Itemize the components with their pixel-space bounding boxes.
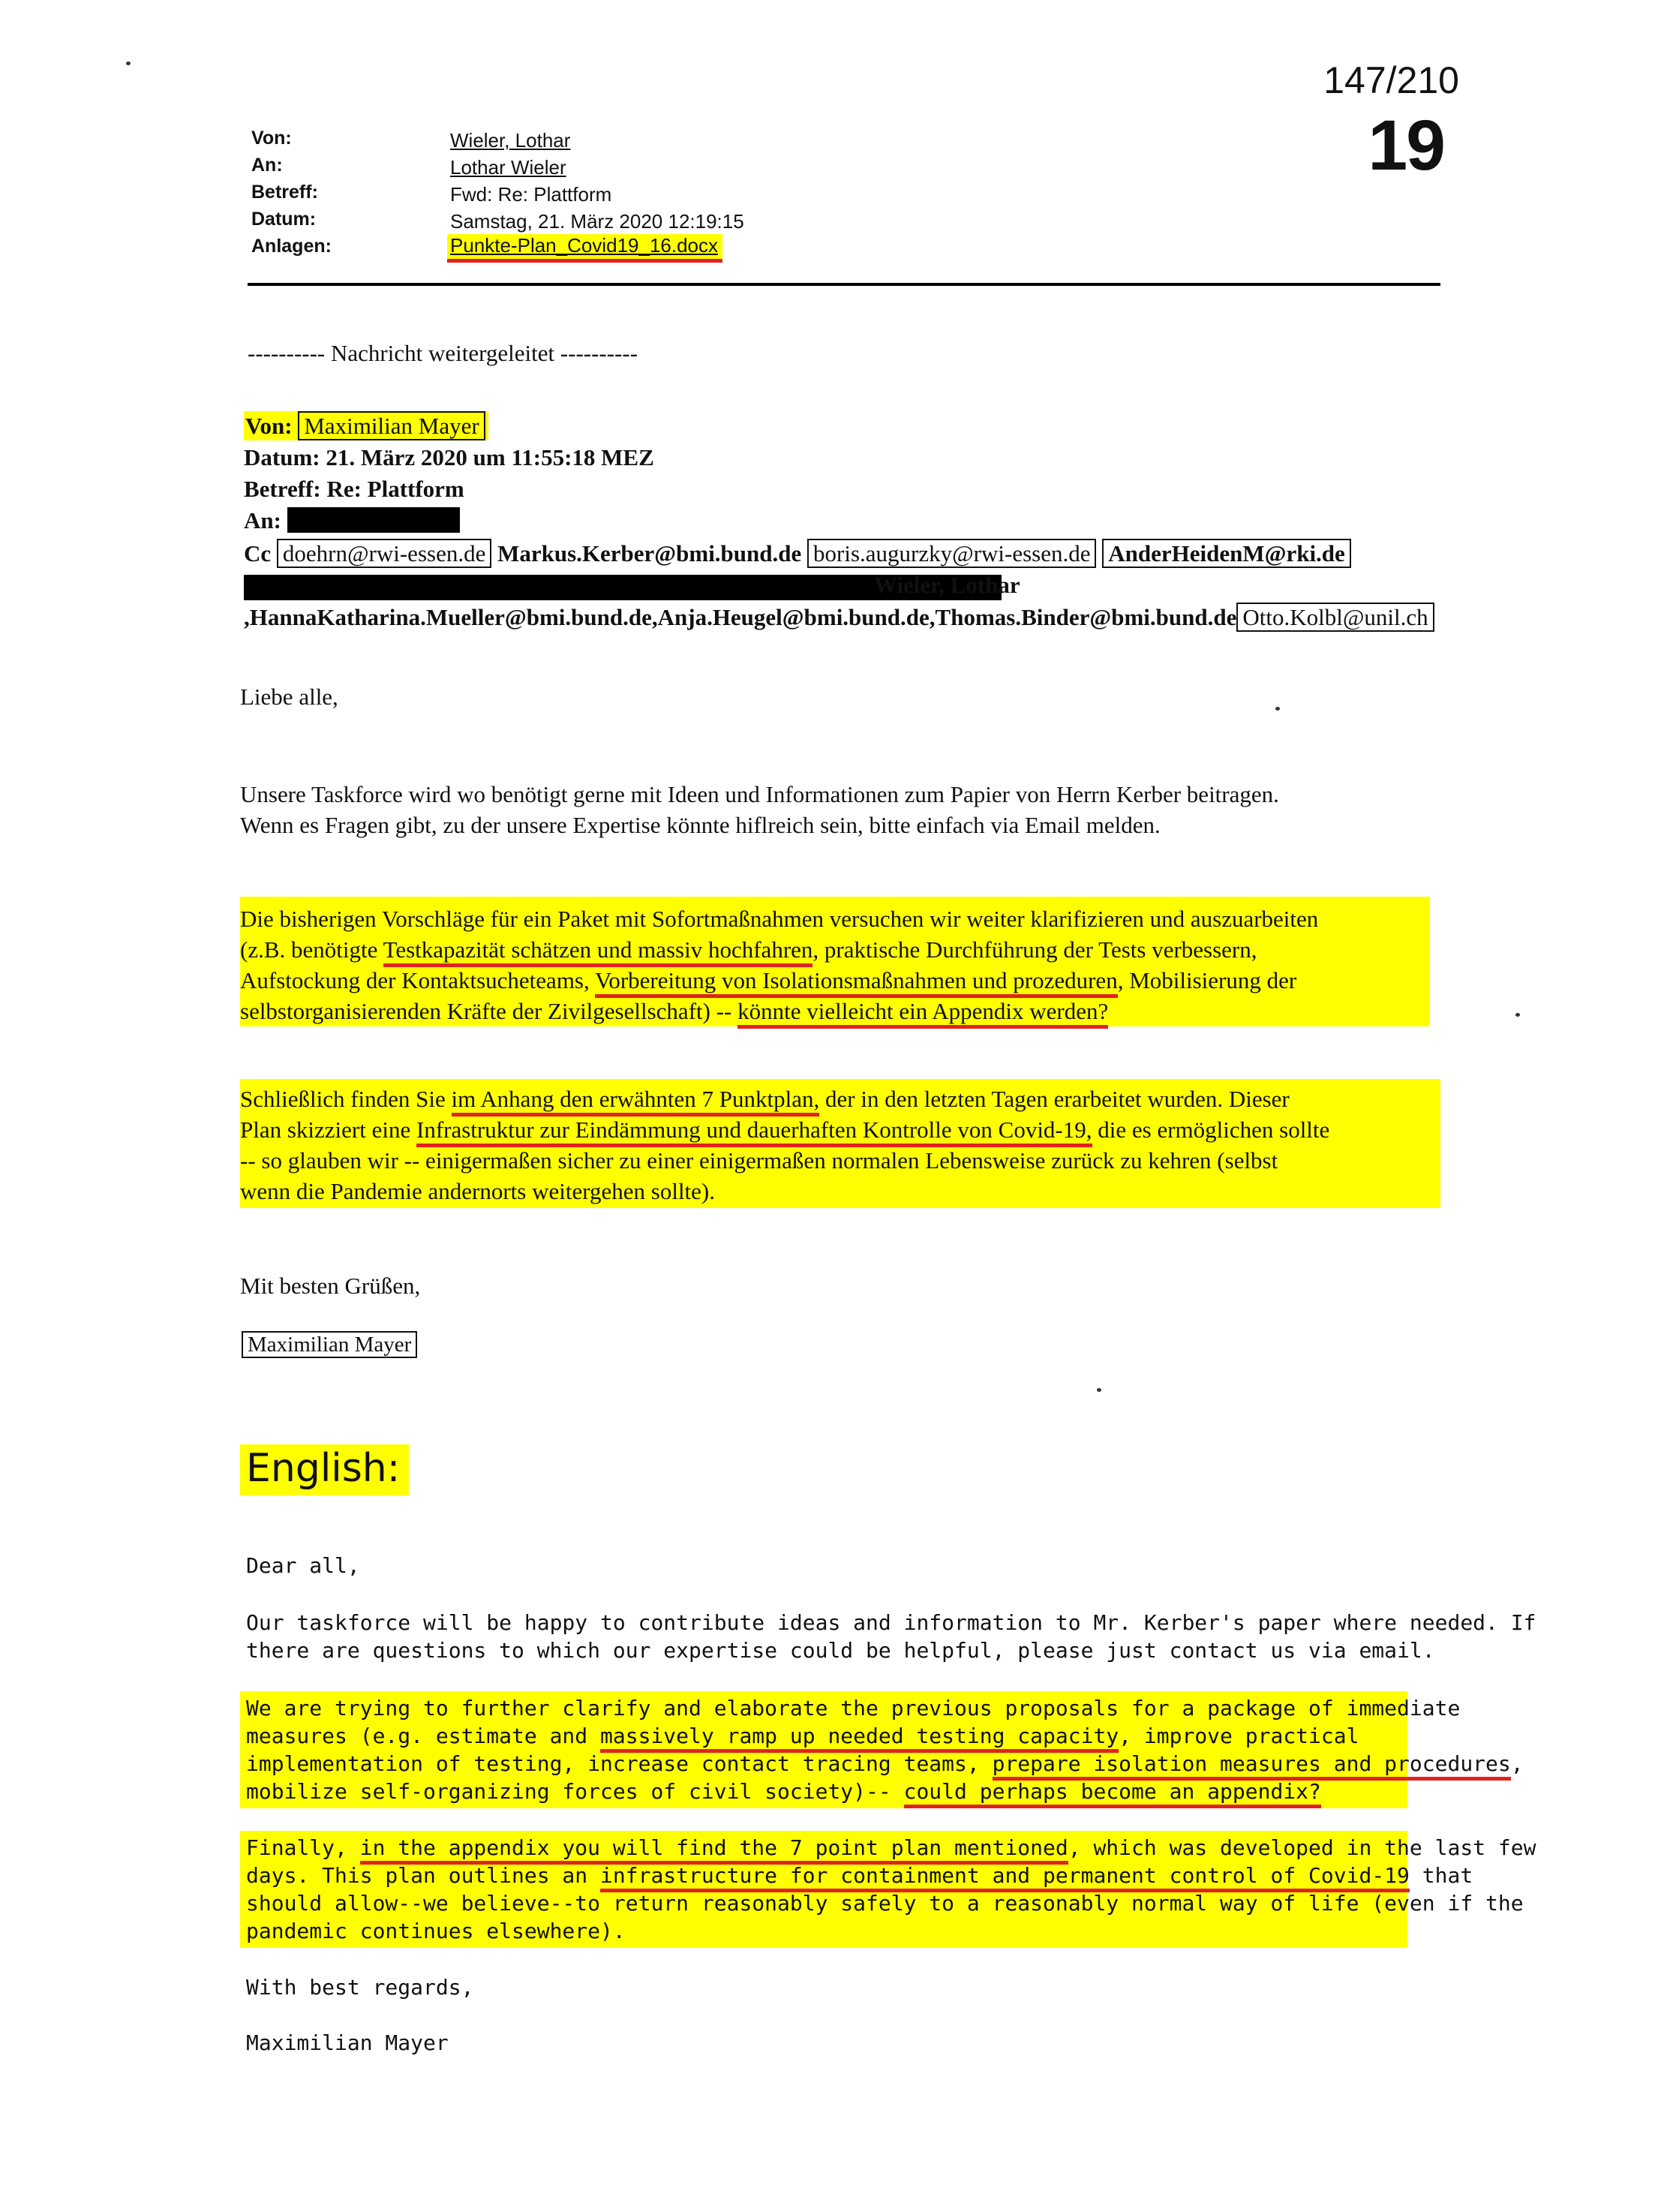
underlined-phrase: Infrastruktur zur Eindämmung und dauerhaften Kontrolle von Covid-19, (416, 1117, 1092, 1147)
text-run: that (1409, 1863, 1473, 1888)
english-p3-line (246, 1834, 1536, 1862)
german-p2-line (240, 934, 1257, 965)
english-section-label: English: (240, 1444, 409, 1495)
text-run: die es ermöglichen sollte (1092, 1117, 1330, 1143)
header-date-value: Samstag, 21. März 2020 12:19:15 (450, 210, 744, 233)
scan-speck (1097, 1388, 1101, 1392)
header-subject-value: Fwd: Re: Plattform (450, 183, 612, 206)
header-divider (248, 283, 1440, 286)
german-p1-line: Unsere Taskforce wird wo benötigt gerne mit Ideen und Informationen zum Papier von Herrn Kerber beitragen. (240, 781, 1279, 807)
english-p3-line: pandemic continues elsewhere). (246, 1919, 626, 1943)
page-number: 147/210 (1323, 59, 1459, 101)
fwd-subject-row (244, 476, 464, 503)
fwd-to-row (244, 507, 460, 534)
fwd-date-row (244, 444, 654, 471)
text-run: Finally, (246, 1835, 360, 1860)
fwd-subject-value: Re: Plattform (326, 476, 464, 502)
cc-email: doehrn@rwi-essen.de (277, 539, 491, 568)
cc-email: AnderHeidenM@rki.de (1102, 539, 1351, 568)
document-number: 19 (1368, 106, 1444, 185)
underlined-phrase: infrastructure for containment and permanent control of Covid-19 (600, 1863, 1410, 1892)
german-p3-line: -- so glauben wir -- einigermaßen sicher zu einer einigermaßen normalen Lebensweise zurück zu kehren (selbst (240, 1147, 1278, 1174)
text-run: days. This plan outlines an (246, 1863, 601, 1888)
underlined-phrase: could perhaps become an appendix? (904, 1779, 1321, 1808)
text-run: measures (e.g. estimate and (246, 1724, 601, 1748)
underlined-phrase: im Anhang den erwähnten 7 Punktplan, (452, 1086, 820, 1117)
german-p2-line: Die bisherigen Vorschläge für ein Paket mit Sofortmaßnahmen versuchen wir weiter klarifizieren und auszuarbeiten (240, 906, 1319, 932)
text-run: (z.B. benötigte (240, 936, 383, 963)
english-p1-line: Our taskforce will be happy to contribute ideas and information to Mr. Kerber's paper where needed. If (246, 1610, 1536, 1635)
text-run: , improve practical (1119, 1724, 1359, 1748)
header-from-label: Von: (251, 128, 292, 149)
forwarded-note: ---------- Nachricht weitergeleitet ---------- (248, 340, 638, 366)
underlined-phrase: Testkapazität schätzen und massiv hochfahren (383, 936, 813, 967)
text-run: , praktische Durchführung der Tests verbessern, (812, 936, 1257, 963)
german-signature-row (242, 1330, 417, 1360)
text-run: der in den letzten Tagen erarbeitet wurden. Dieser (819, 1086, 1290, 1112)
text-run: implementation of testing, increase contact tracing teams, (246, 1751, 993, 1776)
german-p2-line (240, 996, 1108, 1026)
text-run: , Mobilisierung der (1117, 967, 1297, 993)
fwd-to-label: An: (244, 507, 281, 533)
german-p1-line: Wenn es Fragen gibt, zu der unsere Expertise könnte hiflreich sein, bitte einfach via Email melden. (240, 812, 1161, 838)
cc-email: Markus.Kerber@bmi.bund.de (497, 540, 802, 567)
underlined-phrase: Vorbereitung von Isolationsmaßnahmen und prozeduren (595, 967, 1118, 998)
english-p3-line: should allow--we believe--to return reasonably safely to a reasonably normal way of life (even if the (246, 1891, 1524, 1916)
english-p2-line (246, 1750, 1524, 1778)
cc-email: Otto.Kolbl@unil.ch (1236, 603, 1434, 632)
scan-speck (1275, 707, 1280, 711)
cc-email: boris.augurzky@rwi-essen.de (807, 539, 1096, 568)
english-p2-line (246, 1778, 1321, 1805)
fwd-cc-row-2 (244, 604, 1434, 631)
fwd-from-row (244, 413, 488, 440)
text-run: Schließlich finden Sie (240, 1086, 452, 1112)
german-p2-line (240, 965, 1296, 996)
fwd-date-value: 21. März 2020 um 11:55:18 MEZ (326, 444, 654, 470)
english-greeting: Dear all, (246, 1553, 360, 1578)
underlined-phrase: massively ramp up needed testing capacity (600, 1724, 1119, 1753)
english-signature: Maximilian Mayer (246, 2030, 449, 2055)
redaction-bar (287, 507, 460, 533)
cc-email-list: ,HannaKatharina.Mueller@bmi.bund.de,Anja.Heugel@bmi.bund.de,Thomas.Binder@bmi.bund.de (244, 604, 1237, 630)
english-closing: With best regards, (246, 1975, 474, 2000)
english-p1-line: there are questions to which our expertise could be helpful, please just contact us via email. (246, 1638, 1435, 1663)
header-to-label: An: (251, 155, 283, 176)
fwd-from-value: Maximilian Mayer (298, 411, 485, 440)
fwd-subject-label: Betreff: (244, 476, 321, 502)
fwd-date-label: Datum: (244, 444, 320, 470)
english-p3-line (246, 1862, 1473, 1889)
text-run: mobilize self-organizing forces of civil society)-- (246, 1779, 904, 1804)
german-closing: Mit besten Grüßen, (240, 1273, 421, 1299)
german-p3-line (240, 1114, 1329, 1145)
text-run: , (1510, 1751, 1524, 1776)
attachment-link[interactable]: Punkte-Plan_Covid19_16.docx (447, 234, 722, 263)
text-run: Aufstockung der Kontaktsucheteams, (240, 967, 595, 993)
scan-speck (126, 62, 131, 65)
fwd-cc-label: Cc (244, 540, 272, 567)
fwd-from-label: Von: (245, 413, 293, 439)
underlined-phrase: in the appendix you will find the 7 point plan mentioned (360, 1835, 1068, 1865)
cc-name: Wieler, Lothar (874, 572, 1020, 598)
text-run: selbstorganisierenden Kräfte der Zivilgesellschaft) -- (240, 998, 738, 1024)
english-p2-line (246, 1722, 1359, 1750)
header-from-value: Wieler, Lothar (450, 129, 571, 152)
english-p2-line: We are trying to further clarify and elaborate the previous proposals for a package of immediate (246, 1696, 1461, 1721)
header-to-value: Lothar Wieler (450, 156, 566, 179)
german-p3-line (240, 1083, 1290, 1114)
underlined-phrase: könnte vielleicht ein Appendix werden? (737, 998, 1108, 1029)
german-signature: Maximilian Mayer (242, 1331, 417, 1358)
header-subject-label: Betreff: (251, 182, 318, 203)
text-run: , which was developed in the last few (1068, 1835, 1536, 1860)
text-run: Plan skizziert eine (240, 1117, 416, 1143)
header-date-label: Datum: (251, 209, 317, 230)
scan-speck (1515, 1013, 1520, 1017)
underlined-phrase: prepare isolation measures and procedures (993, 1751, 1511, 1781)
header-attachments-label: Anlagen: (251, 236, 332, 257)
german-p3-line: wenn die Pandemie andernorts weitergehen sollte). (240, 1178, 716, 1204)
fwd-cc-row (244, 540, 1351, 567)
german-greeting: Liebe alle, (240, 684, 338, 710)
